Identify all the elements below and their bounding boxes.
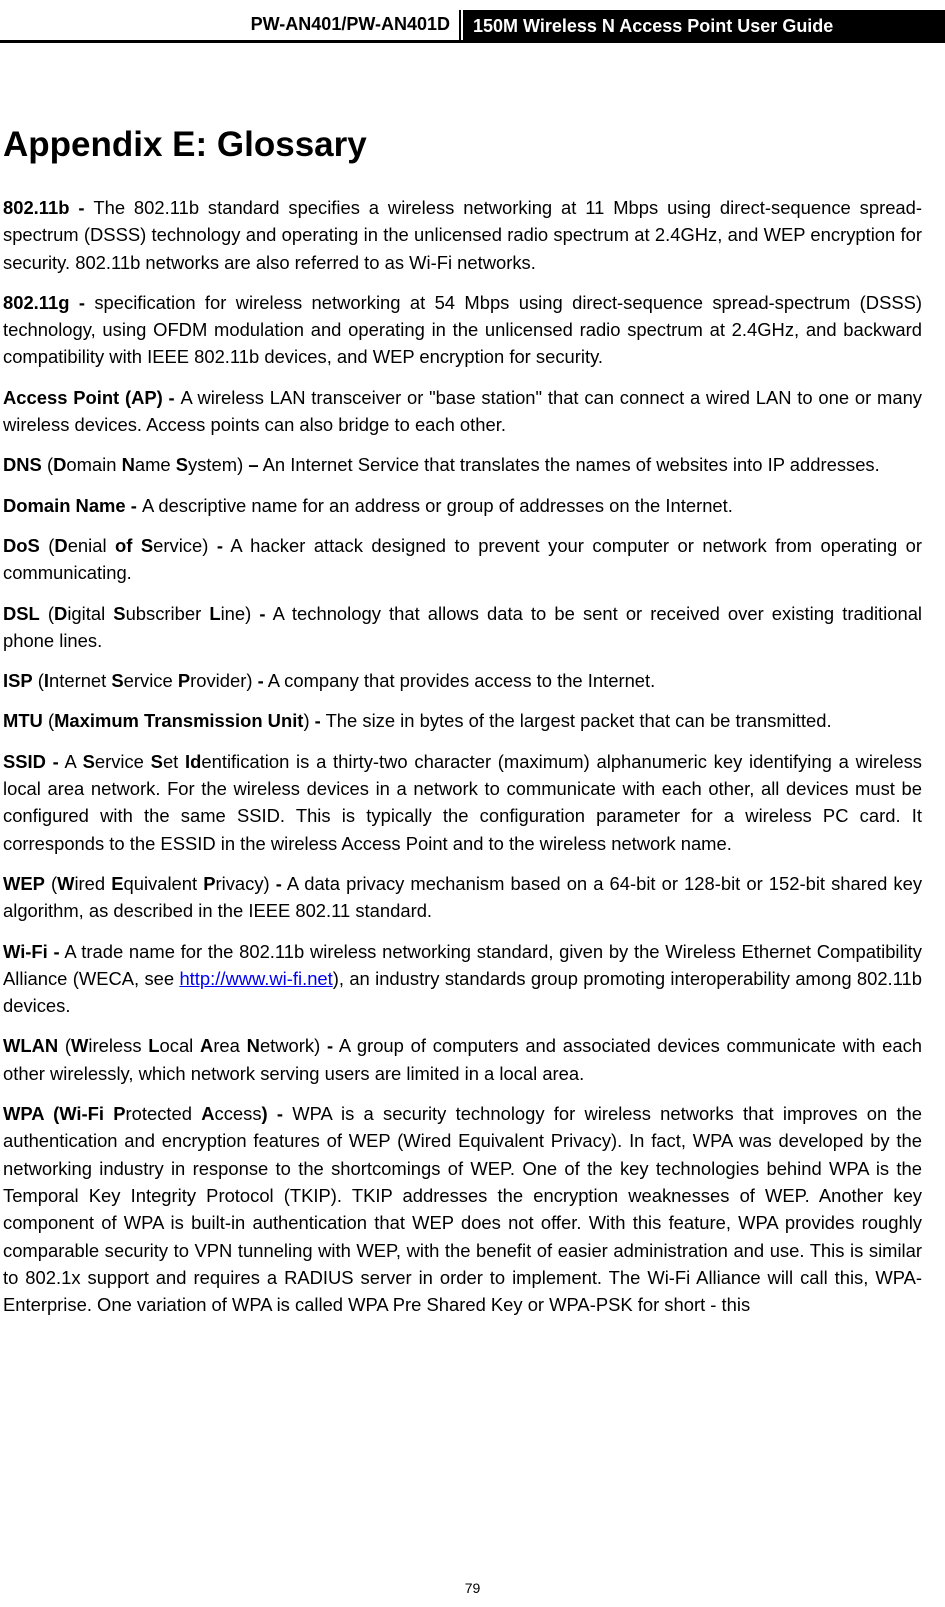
glossary-definition-text: ervice [94, 750, 151, 772]
glossary-definition-text: etwork) [259, 1035, 327, 1057]
glossary-entry-dns [3, 451, 922, 478]
glossary-entry-80211b [3, 194, 922, 276]
glossary-definition-text: rovider) [190, 670, 258, 692]
page-title: Appendix E: Glossary [3, 125, 367, 164]
glossary-term-text: of [115, 534, 133, 556]
glossary-definition-text: ame [134, 454, 176, 476]
glossary-term-text: E [111, 872, 124, 894]
glossary-definition-text: ystem) [188, 454, 249, 476]
glossary-term-text: DSL [3, 602, 40, 624]
glossary-entry-wpa [3, 1100, 922, 1318]
glossary-definition-text: specification for wireless networking at 54 Mbps using direct-sequence spread-spectrum (DSSS) technology, using OFDM modulation and operating in the unlicensed radio spectrum at 2.4GHz, and backward compatibility with IEEE 802.11b devices, and WEP encryption for security. [3, 291, 923, 368]
glossary-entry-wlan [3, 1032, 922, 1087]
glossary-term-text: Domain Name - [3, 494, 142, 516]
glossary-term-text: P [203, 872, 216, 894]
glossary-definition-text: ( [44, 872, 58, 894]
glossary-definition-text: et [162, 750, 186, 772]
glossary-definition-text: The size in bytes of the largest packet that can be transmitted. [320, 710, 832, 732]
glossary-term-text: - [314, 710, 321, 732]
glossary-definition-text: A group of computers and associated devices communicate with each other wirelessly, which network serving users are limited in a local area. [3, 1035, 922, 1084]
glossary-entry-domain-name [3, 492, 922, 519]
glossary-entry-mtu [3, 707, 922, 734]
glossary-term-text: DoS [3, 534, 40, 556]
glossary-term-text: MTU [3, 710, 43, 732]
glossary-definition-text: A company that provides access to the Internet. [263, 670, 656, 692]
glossary-definition-text: The 802.11b standard specifies a wireless networking at 11 Mbps using direct-sequence spread-spectrum (DSSS) technology and operating in the unlicensed radio spectrum at 2.4GHz, and WEP encryption for security. 802.11b networks are also referred to as Wi-Fi networks. [3, 197, 922, 273]
glossary-definition-text: A descriptive name for an address or group of addresses on the Internet. [141, 494, 733, 516]
glossary-term-text: P [177, 670, 191, 692]
glossary-term-text: A [200, 1035, 214, 1057]
glossary-term-text: S [111, 670, 124, 692]
glossary-term-text: A [201, 1103, 215, 1125]
glossary-term-text: 802.11b - [3, 197, 94, 218]
header-rule [0, 40, 463, 43]
header-model: PW-AN401/PW-AN401D [250, 14, 450, 34]
glossary-entry-ssid [3, 748, 922, 857]
glossary-definition-text: A [58, 750, 83, 772]
glossary-term-text: - [275, 872, 282, 894]
glossary-term-text: N [121, 454, 135, 476]
glossary-definition-text: rea [213, 1035, 247, 1057]
glossary-term-text: – [248, 454, 259, 476]
glossary-term-text: W [71, 1035, 89, 1057]
glossary-entry-ap [3, 384, 922, 439]
glossary-term-text: ) - [261, 1103, 284, 1125]
glossary-definition-text: ) [303, 710, 315, 732]
glossary-term-text: S [113, 602, 126, 624]
wifi-alliance-link[interactable]: http://www.wi-fi.net [179, 967, 333, 989]
glossary-term-text: WLAN [3, 1035, 59, 1057]
glossary-definition-text: ocal [159, 1035, 201, 1057]
glossary-definition-text: ( [32, 670, 44, 692]
glossary-definition-text: ervice [123, 670, 178, 692]
glossary-definition-text: ( [39, 534, 55, 556]
glossary-definition-text: ired [74, 872, 112, 894]
glossary-definition-text: ( [39, 602, 55, 624]
page-header [0, 0, 945, 46]
glossary-definition-text: rotected [125, 1103, 202, 1125]
glossary-term-text: L [209, 602, 221, 624]
glossary-definition-text: ), an industry standards group promoting interoperability among 802.11b devices. [3, 967, 922, 1017]
glossary-entry-dos [3, 532, 922, 587]
glossary-entry-wifi [3, 938, 922, 1020]
glossary-definition-text: ubscriber [125, 602, 210, 624]
glossary-term-text: Id [185, 750, 202, 772]
page-number: 79 [464, 1580, 481, 1596]
glossary-term-text: WPA (Wi-Fi P [3, 1103, 126, 1125]
glossary-definition-text [132, 535, 140, 556]
glossary-term-text: 802.11g - [3, 291, 95, 313]
glossary-definition-text: ervice) [153, 534, 217, 556]
glossary-definition-text: omain [66, 454, 122, 476]
glossary-term-text: D [54, 602, 68, 624]
glossary-definition-text: A trade name for the 802.11b wireless networking standard, given by the Wireless Ethernet Compatibility Alliance (WECA, see [3, 940, 922, 989]
glossary-term-text: WEP [3, 872, 45, 894]
glossary-definition-text: ccess [214, 1103, 262, 1125]
glossary-entry-dsl [3, 600, 922, 655]
glossary-term-text: - [257, 670, 264, 692]
glossary-term-text: S [150, 750, 163, 772]
glossary-term-text: DNS [3, 454, 42, 476]
glossary-entry-wep [3, 870, 922, 925]
glossary-definition-text: A data privacy mechanism based on a 64-bit or 128-bit or 152-bit shared key algorithm, as described in the IEEE 802.11 standard. [3, 872, 923, 922]
glossary-definition-text: enial [67, 534, 116, 556]
glossary-term-text: Maximum Transmission Unit [54, 710, 304, 732]
header-divider [459, 10, 461, 43]
glossary-definition-text: rivacy) [215, 872, 276, 894]
glossary-term-text: Access Point (AP) - [3, 386, 181, 408]
glossary-definition-text: ( [42, 710, 55, 732]
glossary-term-text: W [57, 872, 75, 894]
glossary-definition-text: ( [41, 454, 54, 476]
glossary-term-text: S [82, 750, 95, 772]
glossary-term-text: S [175, 454, 189, 476]
glossary-definition-text: ( [58, 1035, 72, 1057]
glossary-definition-text: An Internet Service that translates the names of websites into IP addresses. [258, 454, 880, 476]
glossary-term-text: - [259, 602, 266, 624]
glossary-definition-text: ireless [88, 1035, 149, 1057]
glossary-term-text: SSID - [3, 750, 59, 772]
glossary-definition-text: nternet [49, 670, 112, 692]
glossary-definition-text: entification is a thirty-two character (maximum) alphanumeric key identifying a wireless local area network. For the wireless devices in a network to communicate with each other, all devices must be configured with the same SSID. This is typically the configuration parameter for a wireless PC card. It corresponds to the ESSID in the wireless Access Point and to the wireless network name. [3, 750, 922, 854]
glossary-term-text: I [43, 670, 50, 692]
glossary-definition-text: ine) [220, 602, 260, 624]
glossary-term-text: L [148, 1035, 160, 1057]
glossary-term-text: N [246, 1035, 260, 1057]
glossary-term-text: - [326, 1035, 334, 1057]
glossary-definition-text: A wireless LAN transceiver or "base station" that can connect a wired LAN to one or many wireless devices. Access points can also bridge to each other. [3, 386, 922, 436]
glossary-term-text: ISP [3, 670, 33, 692]
glossary-list [3, 194, 922, 1331]
glossary-definition-text: igital [67, 602, 114, 624]
glossary-definition-text: WPA is a security technology for wireless networks that improves on the authentication and encryption features of WEP (Wired Equivalent Privacy). In fact, WPA was developed by the networking industry in response to the shortcomings of WEP. One of the key technologies behind WPA is the Temporal Key Integrity Protocol (TKIP). TKIP addresses the encryption weaknesses of WEP. Another key component of WPA is built-in authentication that WEP does not offer. With this feature, WPA provides roughly comparable security to VPN tunneling with WEP, with the benefit of easier administration and use. This is similar to 802.1x support and requires a RADIUS server in order to implement. The Wi-Fi Alliance will call this, WPA-Enterprise. One variation of WPA is called WPA Pre Shared Key or WPA-PSK for short - this [3, 1103, 923, 1316]
glossary-term-text: - [216, 534, 223, 556]
glossary-definition-text: quivalent [123, 872, 204, 894]
glossary-term-text: D [54, 534, 68, 556]
glossary-entry-isp [3, 667, 922, 694]
glossary-term-text: D [53, 454, 67, 476]
header-guide-title: 150M Wireless N Access Point User Guide [463, 10, 945, 43]
glossary-term-text: S [140, 534, 154, 556]
glossary-term-text: Wi-Fi - [3, 940, 60, 962]
glossary-definition-text: A technology that allows data to be sent or received over existing traditional phone lines. [3, 602, 923, 651]
glossary-entry-80211g [3, 289, 922, 371]
glossary-definition-text: A hacker attack designed to prevent your computer or network from operating or communicating. [3, 534, 922, 584]
